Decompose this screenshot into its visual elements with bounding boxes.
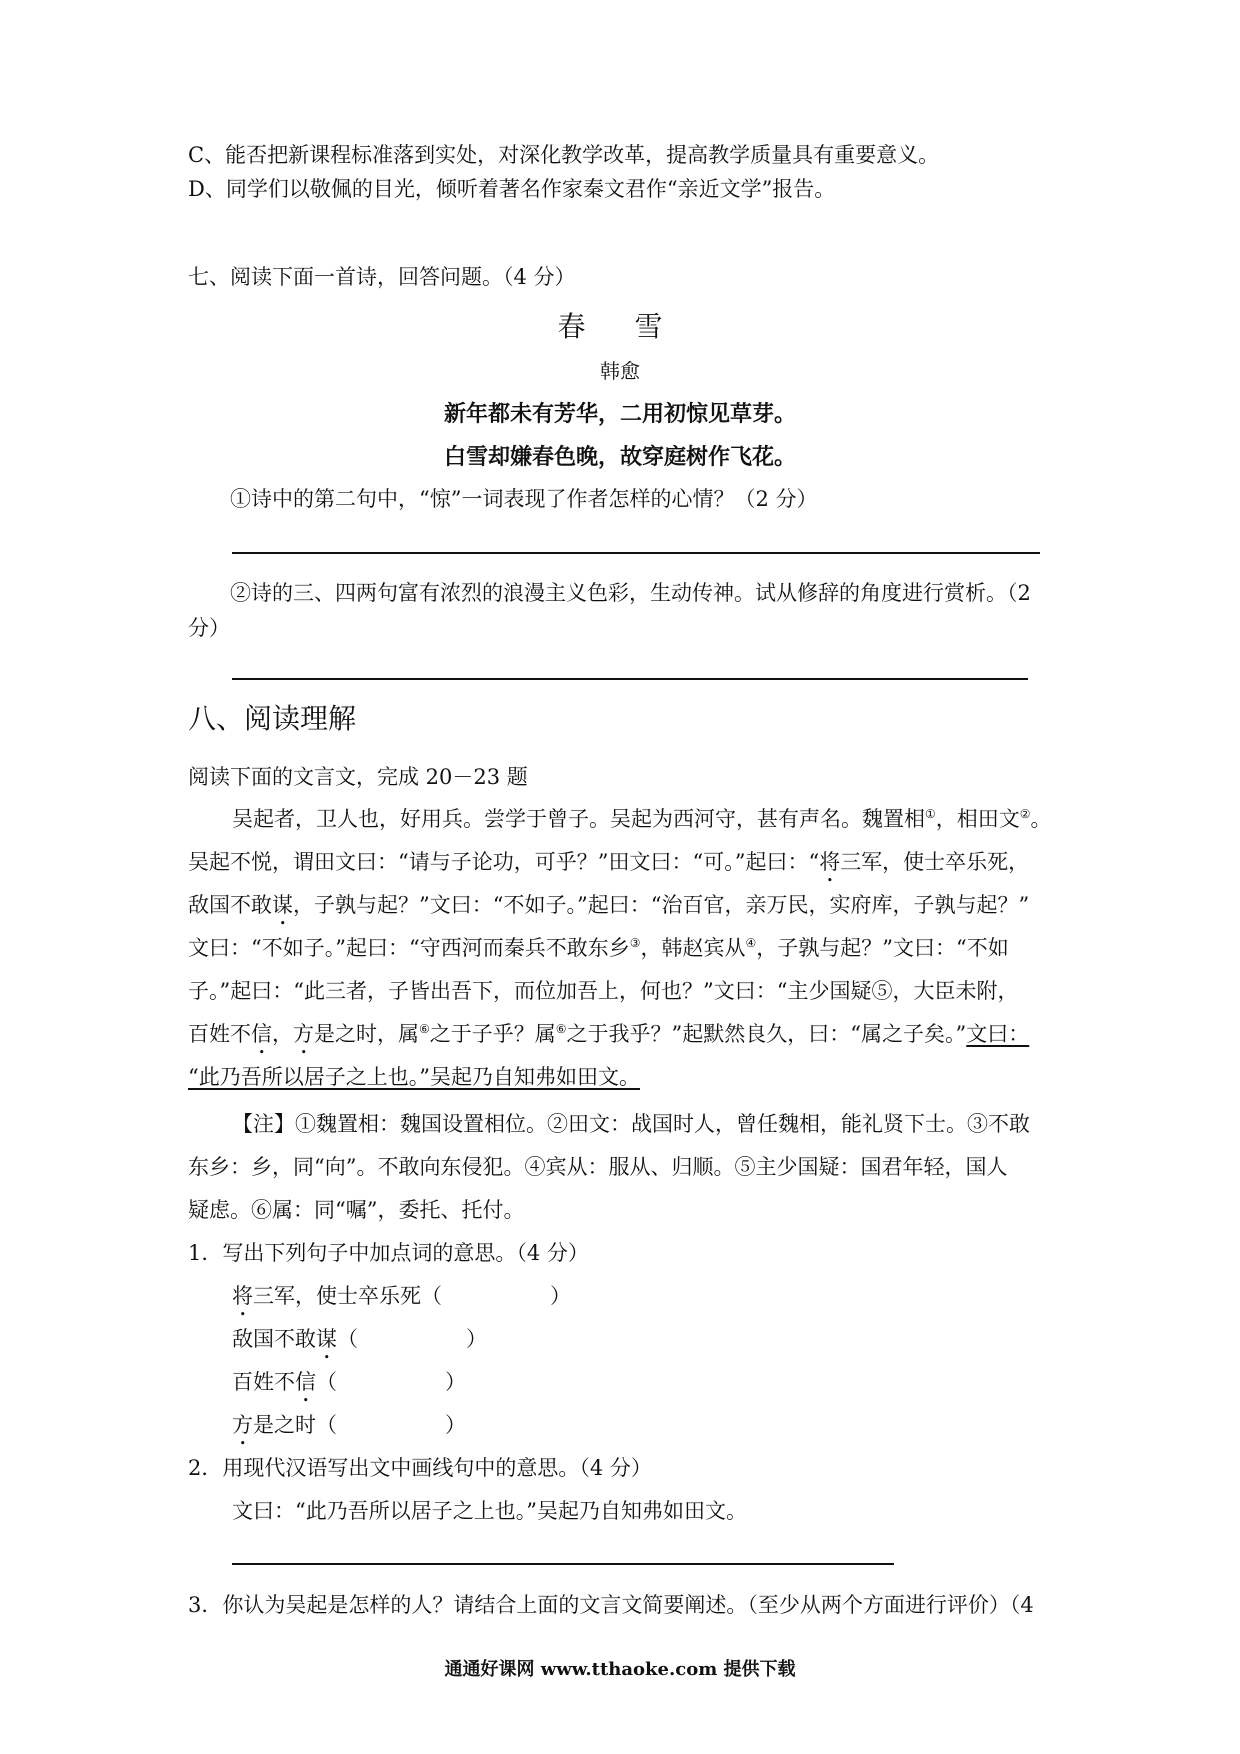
note-line-1: 【注】①魏置相：魏国设置相位。②田文：战国时人，曾任魏相，能礼贤下士。③不敢 (232, 1112, 1030, 1136)
question-8-2: 2．用现代汉语写出文中画线句中的意思。（4 分） (188, 1456, 652, 1480)
dotted-word: 将 (819, 850, 841, 874)
note-mark: ⑥ (419, 1022, 430, 1036)
underlined-sentence: 文曰： (966, 1022, 1030, 1046)
answer-line-7-2[interactable] (232, 678, 1028, 680)
passage-line-5: 子。”起曰：“此三者，子皆出吾下，而位加吾上，何也？”文曰：“主少国疑⑤，大臣未附， (188, 979, 1019, 1003)
item-2: 敌国不敢谋（ ） (232, 1327, 487, 1351)
passage-line-6: 百姓不信，方是之时，属⑥之于子乎？属⑥之于我乎？”起默然良久，曰：“属之子矣。”文曰： (188, 1022, 1030, 1046)
dotted-word: 谋 (272, 893, 293, 917)
poem-line-2: 白雪却嫌春色晚，故穿庭树作飞花。 (443, 445, 796, 470)
passage-line-1: 吴起者，卫人也，好用兵。尝学于曾子。吴起为西河守，甚有声名。魏置相①，相田文②。 (232, 807, 1052, 831)
dotted-word: 方 (293, 1022, 314, 1046)
poem-line-1: 新年都未有芳华，二用初惊见草芽。 (443, 402, 796, 427)
underlined-sentence: “此乃吾所以居子之上也。”吴起乃自知弗如田文。 (188, 1065, 640, 1089)
passage-line-2: 吴起不悦，谓田文曰：“请与子论功，可乎？”田文曰：“可。”起曰：“将三军，使士卒乐死， (188, 850, 1030, 874)
note-mark: ⑥ (555, 1022, 567, 1036)
section-8-heading: 八、阅读理解 (188, 702, 357, 735)
note-mark: ② (1019, 807, 1031, 821)
dotted-word: 谋 (316, 1327, 337, 1351)
note-line-3: 疑虑。⑥属：同“嘱”，委托、托付。 (188, 1198, 525, 1222)
poem-author: 韩愈 (600, 359, 640, 383)
passage-line-4: 文曰：“不如子。”起曰：“守西河而秦兵不敢东乡③，韩赵宾从④，子孰与起？”文曰：“不如 (188, 936, 1009, 960)
question-8-3: 3．你认为吴起是怎样的人？请结合上面的文言文简要阐述。（至少从两个方面进行评价）（4 (188, 1593, 1034, 1617)
passage-intro: 阅读下面的文言文，完成 20－23 题 (188, 765, 528, 789)
poem-title: 春 雪 (557, 310, 683, 343)
question-7-sub-2: ②诗的三、四两句富有浓烈的浪漫主义色彩，生动传神。试从修辞的角度进行赏析。（2 (230, 581, 1031, 605)
item-3: 百姓不信（ ） (232, 1370, 466, 1394)
answer-line-8-2[interactable] (232, 1563, 894, 1565)
dotted-word: 方 (232, 1413, 253, 1437)
passage-line-3: 敌国不敢谋，子孰与起？”文曰：“不如子。”起曰：“治百官，亲万民，实府库，子孰与起？” (188, 893, 1030, 917)
item-4: 方是之时（ ） (232, 1413, 466, 1437)
note-line-2: 东乡：乡，同“向”。不敢向东侵犯。④宾从：服从、归顺。⑤主少国疑：国君年轻，国人 (188, 1155, 1008, 1179)
note-mark: ① (925, 807, 936, 821)
item-1: 将三军，使士卒乐死（ ） (232, 1284, 571, 1308)
footer-source: 通通好课网 www.tthaoke.com 提供下载 (444, 1659, 796, 1680)
question-7-sub-2-cont: 分） (188, 616, 230, 640)
answer-line-7-1[interactable] (232, 552, 1040, 554)
passage-line-7 (188, 1062, 640, 1092)
option-d: D、同学们以敬佩的目光，倾听着著名作家秦文君作“亲近文学”报告。 (188, 177, 836, 201)
question-7-heading: 七、阅读下面一首诗，回答问题。（4 分） (188, 265, 576, 289)
question-8-1: 1．写出下列句子中加点词的意思。（4 分） (188, 1241, 589, 1265)
question-7-sub-1: ①诗中的第二句中，“惊”一词表现了作者怎样的心情？（2 分） (230, 487, 818, 511)
question-8-2-text: 文曰：“此乃吾所以居子之上也。”吴起乃自知弗如田文。 (232, 1499, 747, 1523)
note-mark: ④ (745, 936, 757, 950)
option-c: C、能否把新课程标准落到实处，对深化教学改革，提高教学质量具有重要意义。 (188, 143, 940, 167)
dotted-word: 将 (232, 1284, 253, 1308)
note-mark: ③ (629, 936, 641, 950)
dotted-word: 信 (251, 1022, 272, 1046)
dotted-word: 信 (295, 1370, 316, 1394)
